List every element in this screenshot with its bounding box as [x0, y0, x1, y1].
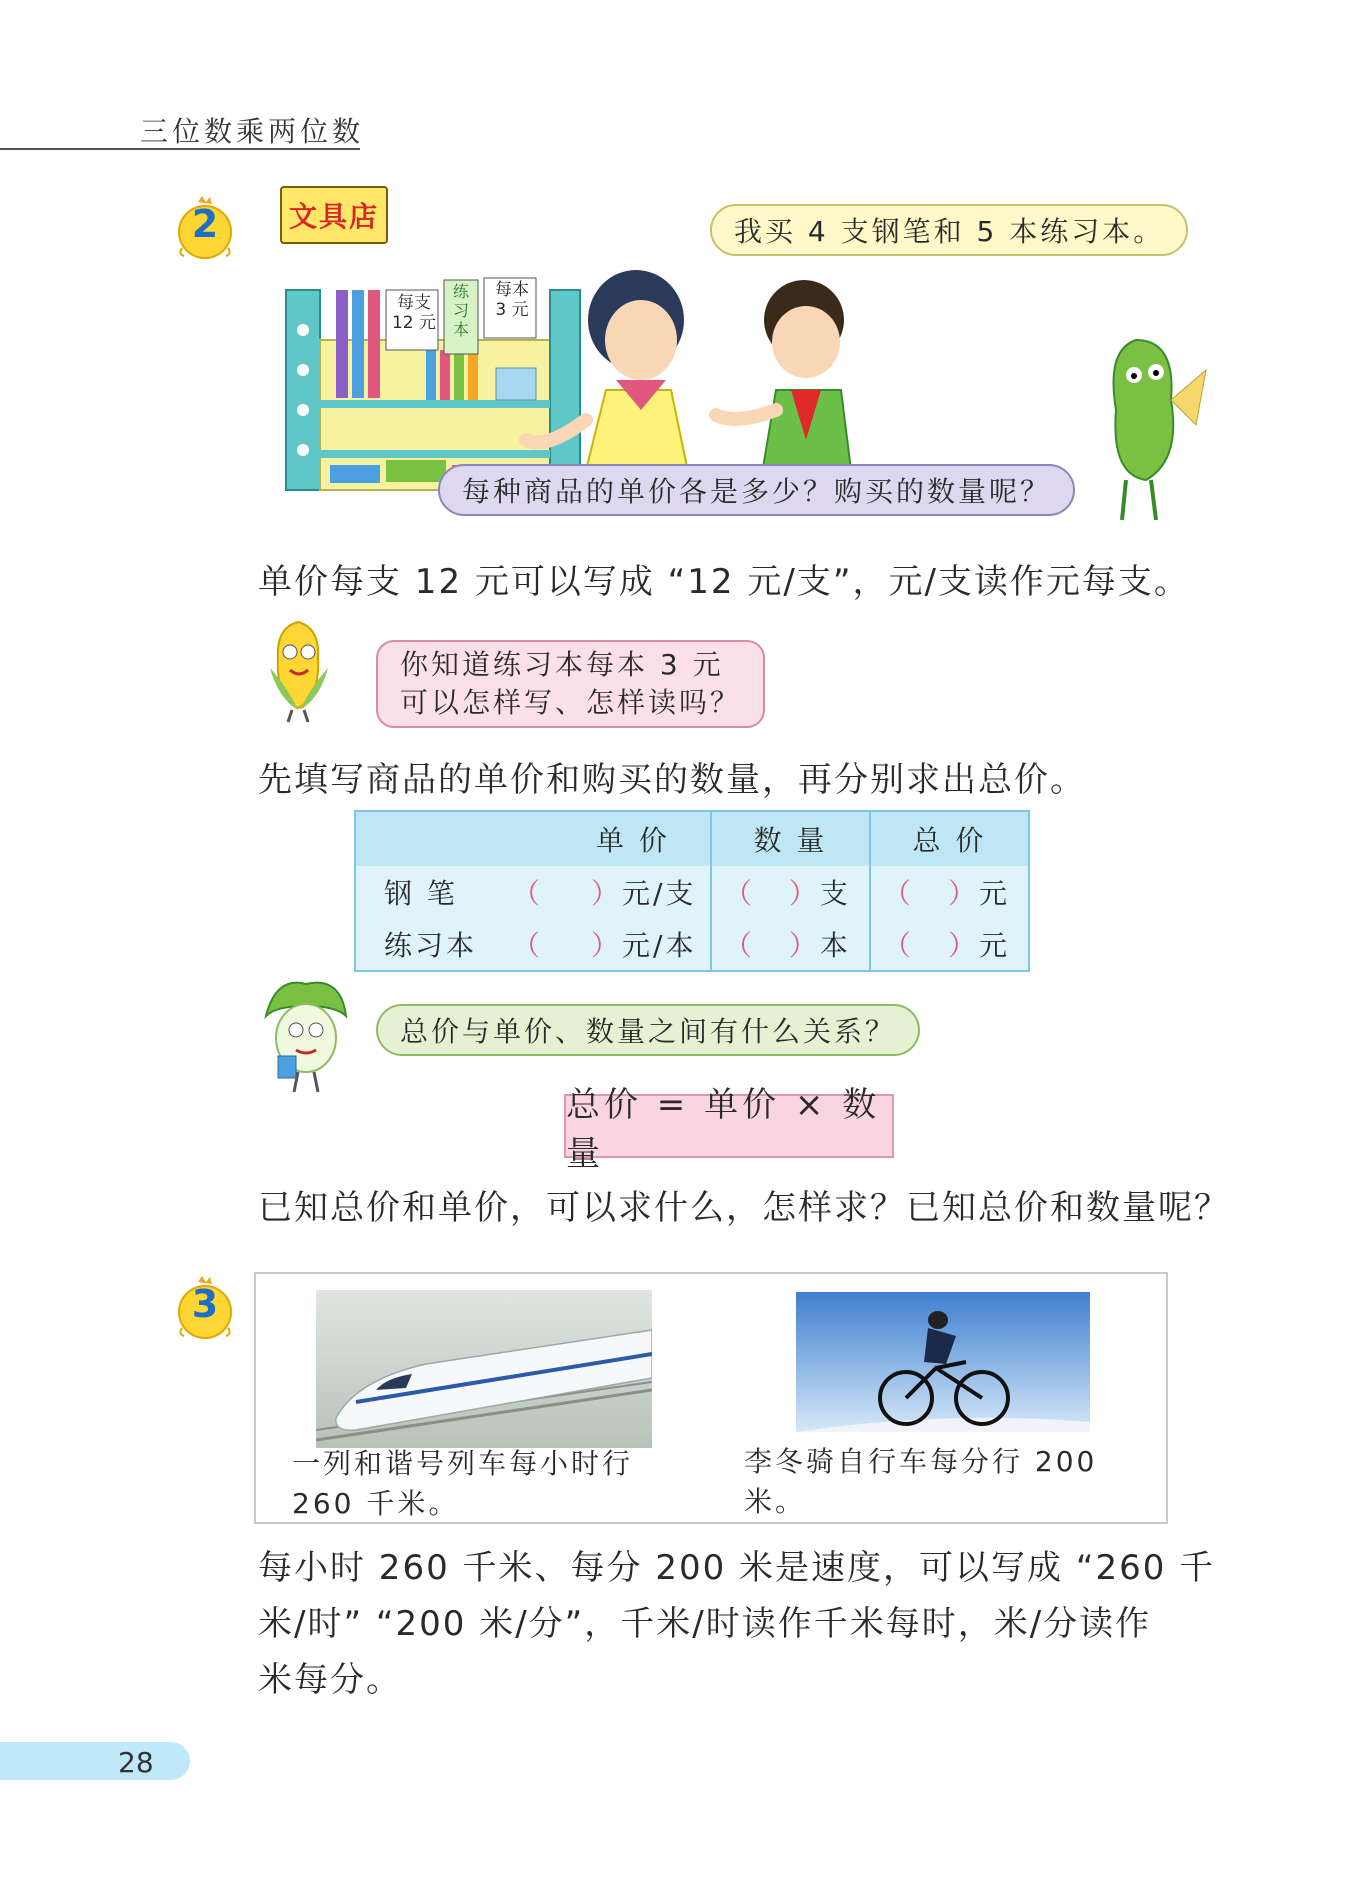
- unit-label: 元/支: [622, 877, 697, 910]
- corn-question-line-1: 你知道练习本每本 3 元: [400, 648, 724, 681]
- unit-label: 元: [978, 929, 1010, 962]
- unit-label: 元/本: [622, 929, 697, 962]
- page-number-tab: [0, 1742, 190, 1780]
- corn-question-line-2: 可以怎样写、怎样读吗？: [400, 686, 742, 719]
- bike-caption: 李冬骑自行车每分行 200 米。: [744, 1445, 1098, 1518]
- boy-speech-bubble: 我买 4 支钢笔和 5 本练习本。: [710, 204, 1188, 256]
- price-tag-pen: 每支 12 元: [391, 293, 437, 333]
- unit-label: 本: [819, 929, 851, 962]
- shop-sign: 文具店: [280, 186, 388, 244]
- corn-mascot-icon: [258, 618, 350, 724]
- speed-paragraph-line-2: 米/时” “200 米/分”，千米/时读作千米每时，米/分读作: [258, 1604, 1152, 1644]
- close-paren: ）: [591, 929, 623, 962]
- close-paren: ）: [788, 929, 820, 962]
- item-name: 练习本: [384, 929, 478, 962]
- train-photo: [316, 1290, 652, 1448]
- header-rule: [0, 148, 360, 150]
- speed-paragraph: [258, 1540, 1215, 1708]
- bike-photo-panel: [710, 1272, 1168, 1524]
- header-total-price: 总 价: [870, 811, 1029, 866]
- table-row-pen: [355, 866, 1029, 918]
- speed-paragraph-line-1: 每小时 260 千米、每分 200 米是速度，可以写成 “260 千: [258, 1548, 1216, 1588]
- instruction-text: 先填写商品的单价和购买的数量，再分别求出总价。: [258, 760, 1086, 800]
- pen-quantity-cell: [711, 866, 870, 918]
- open-paren: （: [512, 877, 544, 910]
- notebook-quantity-cell: [711, 918, 870, 971]
- close-paren: ）: [591, 877, 623, 910]
- example-3-number: 3: [191, 1282, 219, 1326]
- close-paren: ）: [788, 877, 820, 910]
- unit-price-explanation: 单价每支 12 元可以写成 “12 元/支”，元/支读作元每支。: [258, 562, 1190, 602]
- price-table: [354, 810, 1030, 972]
- table-row-notebook: [355, 918, 1029, 971]
- train-caption-line-1: 一列和谐号列车每小时行: [292, 1447, 634, 1480]
- open-paren: （: [882, 877, 914, 910]
- open-paren: （: [723, 877, 755, 910]
- corn-question-bubble: [376, 640, 765, 728]
- formula-box: 总价 = 单价 × 数量: [564, 1094, 894, 1158]
- page-number: 28: [118, 1746, 154, 1779]
- price-table-header-row: [355, 811, 1029, 866]
- unit-label: 支: [819, 877, 851, 910]
- train-caption: [292, 1444, 633, 1524]
- price-tag-notebook-label: 练习本: [452, 282, 469, 339]
- price-tag-notebook: 每本 3 元: [495, 280, 529, 320]
- cabbage-question-bubble: 总价与单价、数量之间有什么关系？: [376, 1004, 920, 1056]
- notebook-unit-price-cell: [355, 918, 711, 971]
- example-2-number: 2: [191, 202, 219, 246]
- close-paren: ）: [947, 877, 979, 910]
- pen-unit-price-cell: [355, 866, 711, 918]
- unit-label: 元: [978, 877, 1010, 910]
- pen-total-cell: [870, 866, 1029, 918]
- item-name: 钢 笔: [384, 877, 458, 910]
- close-paren: ）: [947, 929, 979, 962]
- notebook-total-cell: [870, 918, 1029, 971]
- cyclist-photo: [796, 1292, 1090, 1432]
- open-paren: （: [723, 929, 755, 962]
- header-unit-price: 单 价: [355, 811, 711, 866]
- question-bubble: 每种商品的单价各是多少？购买的数量呢？: [438, 464, 1075, 516]
- follow-up-question: 已知总价和单价，可以求什么，怎样求？已知总价和数量呢？: [258, 1188, 1230, 1228]
- chapter-title: 三位数乘两位数: [140, 115, 365, 148]
- speed-paragraph-line-3: 米每分。: [258, 1660, 402, 1700]
- open-paren: （: [512, 929, 544, 962]
- open-paren: （: [882, 929, 914, 962]
- train-caption-line-2: 260 千米。: [292, 1487, 460, 1520]
- header-quantity: 数 量: [711, 811, 870, 866]
- train-photo-panel: [254, 1272, 714, 1524]
- cabbage-mascot-icon: [256, 976, 354, 1096]
